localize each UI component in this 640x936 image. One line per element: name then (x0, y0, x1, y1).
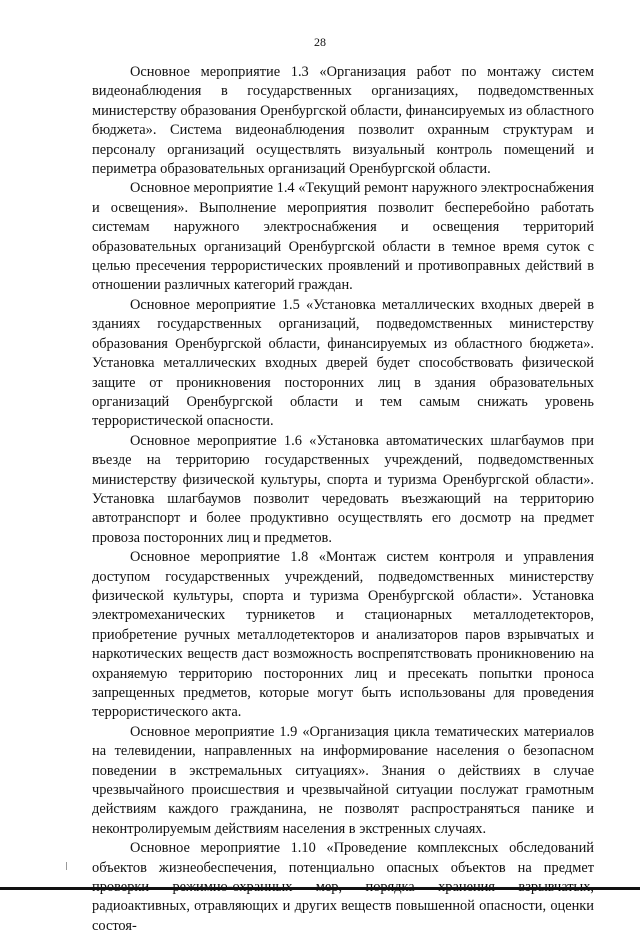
paragraph-measure-1-3: Основное мероприятие 1.3 «Организация работ по монтажу систем видеонаблюдения в государственных организациях, подведомственных министерству образования Оренбургской области, финансируемых из областного бюджета». Система видеонаблюдения позволит охранным структурам и персоналу организаций осуществлять визуальный контроль помещений и периметра образовательных организаций Оренбургской области. (92, 64, 594, 178)
paragraph-measure-1-5: Основное мероприятие 1.5 «Установка металлических входных дверей в зданиях государственных организаций, подведомственных министерству образования Оренбургской области, финансируемых из областного бюджета». Установка металлических входных дверей будет способствовать физической защите от проникновения посторонних лиц в здания образовательных организаций Оренбургской области и тем самым снижать уровень террористической опасности. (92, 296, 594, 430)
paragraph-measure-1-9: Основное мероприятие 1.9 «Организация цикла тематических материалов на телевидении, направленных на информирование населения о безопасном поведении в экстремальных ситуациях». Знания о действиях в случае чрезвычайного происшествия и чрезвычайной ситуации послужат грамотным действиям каждого гражданина, не позволят распространяться панике и неконтролируемым действиям населения в экстренных случаях. (92, 723, 594, 837)
paragraph-measure-1-6: Основное мероприятие 1.6 «Установка автоматических шлагбаумов при въезде на территорию государственных учреждений, подведомственных министерству физической культуры, спорта и туризма Оренбургской области». Установка шлагбаумов позволит чередовать въезжающий на территорию автотранспорт и более продуктивно осуществлять его досмотр на предмет провоза посторонних лиц и предметов. (92, 432, 594, 546)
paragraph-measure-1-4: Основное мероприятие 1.4 «Текущий ремонт наружного электроснабжения и освещения». Выполнение мероприятия позволит бесперебойно работать системам наружного электроснабжения и освещения территорий образовательных организаций Оренбургской области в темное время суток с целью пресечения террористических проявлений и противоправных действий в отношении различных категорий граждан. (92, 180, 594, 294)
page-number: 28 (314, 35, 326, 49)
scan-bottom-rule (0, 887, 640, 890)
document-body (92, 63, 594, 936)
scan-margin-mark (66, 862, 67, 870)
paragraph-measure-1-8: Основное мероприятие 1.8 «Монтаж систем контроля и управления доступом государственных учреждений, подведомственных министерству физической культуры, спорта и туризма Оренбургской области». Установка электромеханических турникетов и стационарных металлодетекторов, приобретение ручных металлодетекторов и анализаторов паров взрывчатых и наркотических веществ даст возможность воспрепятствовать проникновению на охраняемую территорию посторонних лиц и пресекать попытки проноса запрещенных предметов, которые могут быть использованы для проведения террористического акта. (92, 549, 594, 721)
paragraph-measure-1-10: Основное мероприятие 1.10 «Проведение комплексных обследований объектов жизнеобеспечения, потенциально опасных объектов на предмет радиоактивных, отравляющих и других веществ повышенной опасности, оценки состоя- (92, 840, 594, 934)
